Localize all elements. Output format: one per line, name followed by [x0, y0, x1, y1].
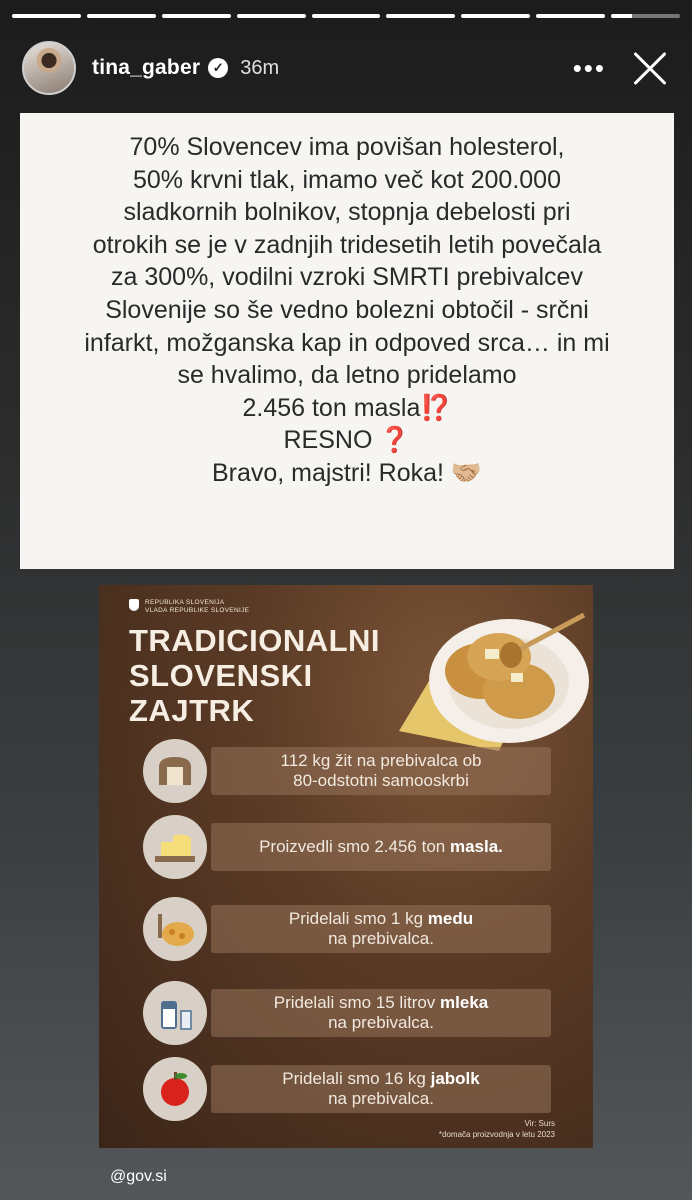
stat-row — [143, 1063, 551, 1115]
gov-infographic — [99, 585, 593, 1148]
progress-segment — [237, 14, 306, 18]
close-icon[interactable] — [630, 48, 670, 88]
card-line: 70% Slovencev ima povišan holesterol, — [129, 133, 565, 161]
progress-segment — [536, 14, 605, 18]
progress-segment — [162, 14, 231, 18]
pancake-plate-illustration — [399, 611, 589, 751]
stat-line: Pridelali smo 15 litrov — [273, 993, 441, 1012]
poster-title — [129, 623, 380, 728]
gov-line: VLADA REPUBLIKE SLOVENIJE — [145, 607, 250, 614]
stat-line: Pridelali smo 1 kg — [288, 909, 428, 928]
mention-tag[interactable]: @gov.si — [110, 1168, 167, 1185]
progress-segment — [461, 14, 530, 18]
verified-badge-icon: ✓ — [208, 58, 228, 78]
stat-line: Pridelali smo 16 kg — [282, 1069, 431, 1088]
stat-bold: jabolk — [430, 1069, 480, 1088]
post-time: 36m — [240, 56, 280, 79]
bread-icon — [143, 739, 207, 803]
stat-row — [143, 903, 551, 955]
poster-title-line: SLOVENSKI — [129, 658, 313, 693]
coat-of-arms-icon — [129, 599, 139, 611]
footnote: *domača proizvodnja v letu 2023 — [438, 1130, 555, 1139]
progress-segment — [87, 14, 156, 18]
stat-text — [211, 905, 551, 953]
card-line: sladkornih bolnikov, stopnja debelosti pri — [123, 198, 571, 227]
progress-segment — [312, 14, 381, 18]
story-progress — [12, 14, 680, 18]
text-card — [20, 113, 674, 569]
card-line: RESNO ❓ — [283, 426, 411, 455]
honey-icon — [143, 897, 207, 961]
card-line: 50% krvni tlak, imamo več kot 200.000 — [133, 165, 561, 194]
progress-segment — [386, 14, 455, 18]
progress-segment — [611, 14, 680, 18]
card-line: 2.456 ton masla⁉️ — [242, 393, 452, 422]
apple-icon — [143, 1057, 207, 1121]
progress-segment — [12, 14, 81, 18]
story-header — [22, 40, 670, 96]
butter-icon — [143, 815, 207, 879]
stat-text — [211, 989, 551, 1037]
stat-line: Proizvedli smo 2.456 ton — [259, 837, 450, 856]
stat-bold: mleka — [440, 993, 489, 1012]
card-line: otrokih se je v zadnjih tridesetih letih povečala — [92, 230, 602, 259]
source-note — [439, 1118, 555, 1140]
card-line: Bravo, majstri! Roka! 🤝🏼 — [211, 458, 483, 487]
source: Vir: Surs — [524, 1119, 555, 1128]
stat-row — [143, 745, 551, 797]
poster-title-line: TRADICIONALNI — [129, 623, 381, 658]
gov-line: REPUBLIKA SLOVENIJA — [145, 599, 225, 606]
card-line: se hvalimo, da letno pridelamo — [177, 361, 517, 390]
stat-line2: 80-odstotni samooskrbi — [293, 771, 469, 790]
stat-line: 112 kg žit na prebivalca ob — [280, 751, 482, 770]
stat-bold: masla. — [449, 837, 503, 856]
stat-line2: na prebivalca. — [328, 929, 434, 948]
stat-text — [211, 747, 551, 795]
stat-text — [211, 1065, 551, 1113]
card-line: infarkt, možganska kap in odpoved srca… in mi — [84, 328, 610, 357]
gov-logo — [129, 599, 249, 615]
username[interactable]: tina_gaber — [92, 56, 201, 79]
stat-line2: na prebivalca. — [328, 1013, 434, 1032]
avatar[interactable] — [22, 41, 76, 95]
stat-text — [211, 823, 551, 871]
poster-title-line: ZAJTRK — [129, 693, 255, 728]
stat-bold: medu — [427, 909, 474, 928]
stat-line2: na prebivalca. — [328, 1089, 434, 1108]
card-line: Slovenije so še vedno bolezni obtočil - srčni — [105, 295, 589, 324]
milk-icon — [143, 981, 207, 1045]
stat-row — [143, 821, 551, 873]
more-options-button[interactable]: ••• — [572, 53, 606, 83]
stat-row — [143, 987, 551, 1039]
card-line: za 300%, vodilni vzroki SMRTI prebivalcev — [111, 263, 583, 292]
